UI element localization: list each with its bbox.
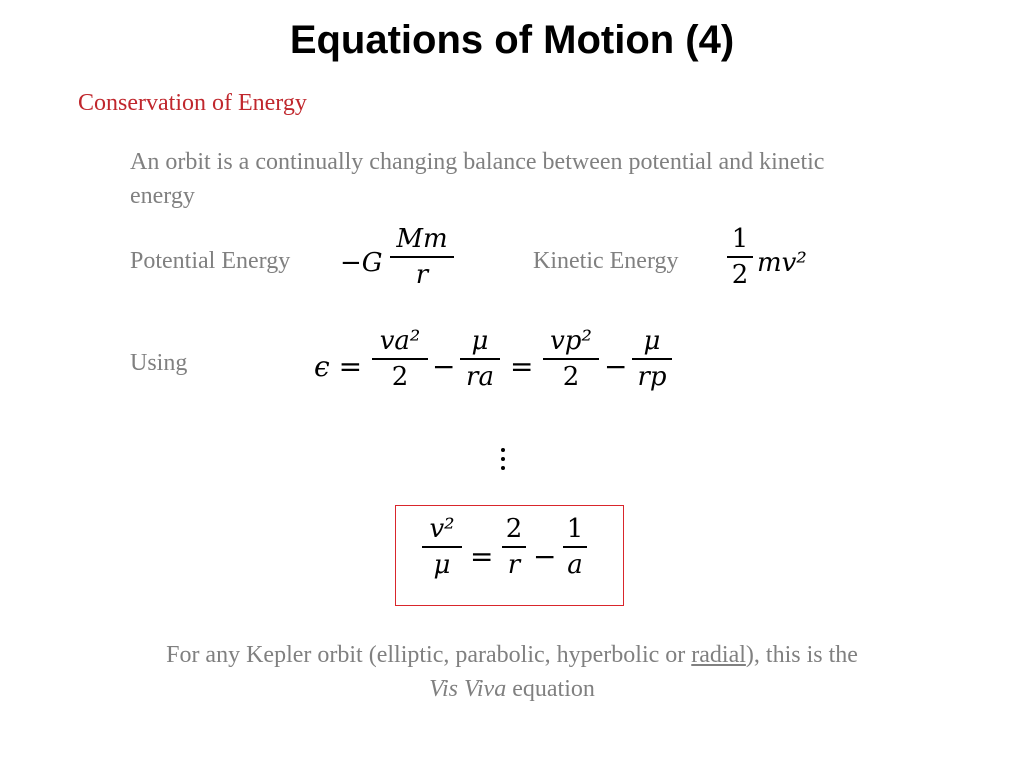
potential-energy-label: Potential Energy	[130, 248, 291, 274]
vertical-ellipsis-icon	[498, 448, 508, 475]
kinetic-numerator: 1	[731, 224, 749, 254]
footer-line1-post: ), this is the	[745, 642, 858, 668]
energy-equals: =	[510, 350, 534, 383]
energy-term3-num: vp²	[550, 326, 592, 356]
vis-viva-term2	[563, 514, 587, 580]
kinetic-denominator: 2	[731, 260, 749, 290]
potential-fraction	[390, 224, 454, 290]
footer-line-2	[0, 672, 1024, 706]
vis-viva-lhs	[422, 514, 462, 580]
energy-term2	[460, 326, 500, 392]
potential-denominator: r	[415, 260, 429, 290]
vis-viva-term1	[502, 514, 526, 580]
energy-term4-num: μ	[643, 326, 661, 356]
vis-viva-term1-num: 2	[505, 514, 523, 544]
potential-numerator: Mm	[396, 224, 448, 254]
vis-viva-lhs-num: v²	[429, 514, 455, 544]
energy-term1-num: va²	[379, 326, 421, 356]
vis-viva-term1-den: r	[507, 550, 521, 580]
intro-text: An orbit is a continually changing balance between potential and kinetic energy	[130, 149, 825, 209]
kinetic-energy-label: Kinetic Energy	[533, 248, 679, 274]
vis-viva-minus: −	[533, 540, 557, 573]
energy-term4-den: rp	[637, 362, 667, 392]
slide-title: Equations of Motion (4)	[289, 18, 735, 62]
vis-viva-term2-den: a	[567, 550, 583, 580]
energy-term4	[632, 326, 672, 392]
energy-lhs: ϵ =	[314, 350, 363, 383]
energy-term3-den: 2	[562, 362, 580, 392]
using-label: Using	[130, 350, 188, 376]
footer-line2-post: equation	[506, 676, 595, 702]
footer-line-1	[0, 638, 1024, 672]
energy-term1-den: 2	[391, 362, 409, 392]
energy-minus-1: −	[432, 350, 456, 383]
kinetic-fraction	[727, 224, 753, 290]
vis-viva-term: Vis Viva	[429, 676, 507, 702]
energy-minus-2: −	[604, 350, 628, 383]
section-subtitle: Conservation of Energy	[78, 90, 307, 116]
vis-viva-term2-num: 1	[566, 514, 584, 544]
footer-line1-pre: For any Kepler orbit (elliptic, parabolic, hyperbolic or	[166, 642, 692, 668]
energy-term2-num: μ	[471, 326, 489, 356]
potential-prefix: −G	[340, 248, 383, 278]
energy-term2-den: ra	[466, 362, 494, 392]
energy-term1	[372, 326, 428, 392]
vis-viva-equals: =	[470, 540, 494, 573]
kinetic-suffix: mv²	[757, 248, 807, 278]
radial-link[interactable]: radial	[691, 642, 746, 668]
vis-viva-lhs-den: μ	[433, 550, 451, 580]
footer-text	[0, 638, 1024, 706]
energy-term3	[543, 326, 599, 392]
